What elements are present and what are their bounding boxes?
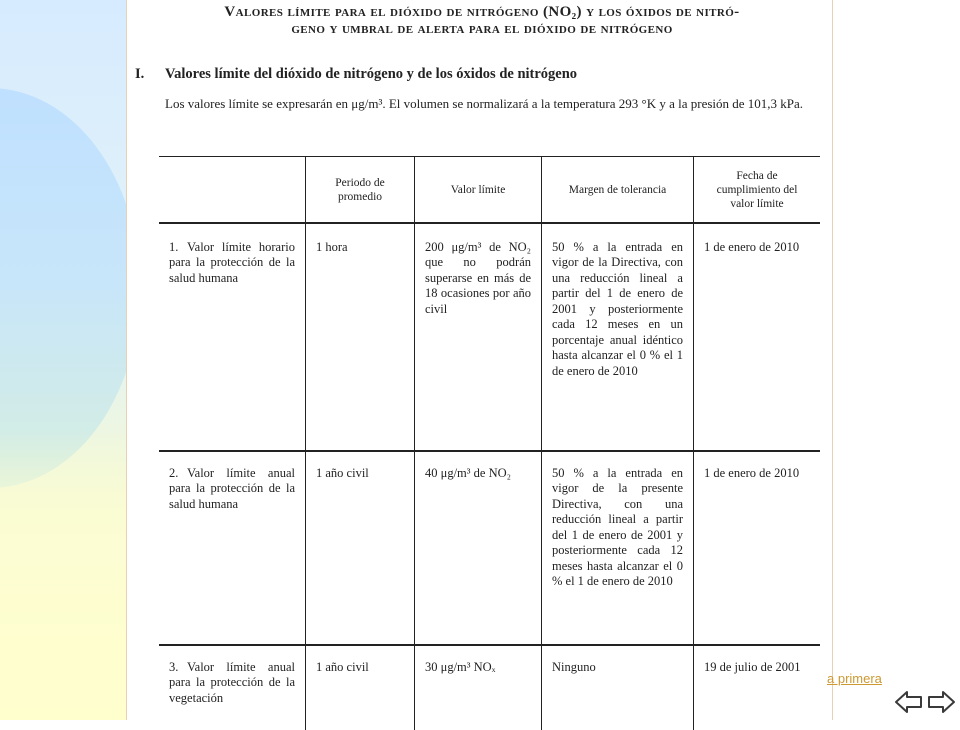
scanned-document-page [126,0,833,720]
row-name: Valor límite horario para la protección de la salud humana [169,239,295,285]
intro-paragraph: Los valores límite se expresarán en μg/m³. El volumen se normalizará a la temperatura 293 °K y a la presión de 101,3 kPa. [165,96,804,111]
row-name-cell [159,645,306,730]
row-number: 1. [169,239,179,254]
header-cell-limit: Valor límite [415,157,542,223]
section-number: I. [135,66,145,82]
document-title [137,4,827,38]
row-name-cell [159,223,306,451]
slide-navigation[interactable] [893,688,957,716]
document-title-line-2: geno y umbral de alerta para el dióxido de nitrógeno [291,21,673,37]
row-date: 19 de julio de 2001 [694,645,821,730]
row-date: 1 de enero de 2010 [694,223,821,451]
row-period: 1 hora [306,223,415,451]
header-cell-tolerance: Margen de tolerancia [542,157,694,223]
row-number: 3. [169,659,179,674]
row-name: Valor límite anual para la protección de la vegetación [169,659,295,705]
table-header-row [159,157,820,223]
header-cell-period: Periodo de promedio [306,157,415,223]
row-name: Valor límite anual para la protección de la salud humana [169,465,295,511]
table-row [159,451,820,645]
document-title-line-1: Valores límite para el dióxido de nitrógeno (NO₂) y los óxidos de nitró- [224,4,740,20]
row-period: 1 año civil [306,451,415,645]
table-row [159,645,820,730]
row-date: 1 de enero de 2010 [694,451,821,645]
header-cell-item [159,157,306,223]
row-tolerance: 50 % a la entrada en vigor de la Directiva, con una reducción lineal a partir del 1 de enero de 2001 y posteriormente cada 12 meses en un porcentaje anual idéntico hasta alcanzar el 0 % el 1 de enero de 2010 [542,223,694,451]
row-period: 1 año civil [306,645,415,730]
section-heading [135,66,825,83]
section-title: Valores límite del dióxido de nitrógeno y de los óxidos de nitrógeno [165,66,578,82]
row-limit: 40 μg/m³ de NO₂ [415,451,542,645]
row-limit: 200 μg/m³ de NO₂ que no podrán superarse en más de 18 ocasiones por año civil [415,223,542,451]
row-number: 2. [169,465,179,480]
header-cell-date: Fecha de cumplimiento del valor límite [694,157,821,223]
row-tolerance: 50 % a la entrada en vigor de la presente Directiva, con una reducción lineal a partir del 1 de enero de 2001 y posteriormente cada 12 meses hasta alcanzar el 0 % el 1 de enero de 2010 [542,451,694,645]
row-tolerance: Ninguno [542,645,694,730]
table-row [159,223,820,451]
prev-next-arrows-icon[interactable] [893,688,957,716]
row-name-cell [159,451,306,645]
first-slide-link[interactable]: a primera [827,671,882,686]
limit-values-table [159,156,820,730]
slide-background-fade [0,430,128,720]
row-limit: 30 μg/m³ NOₓ [415,645,542,730]
